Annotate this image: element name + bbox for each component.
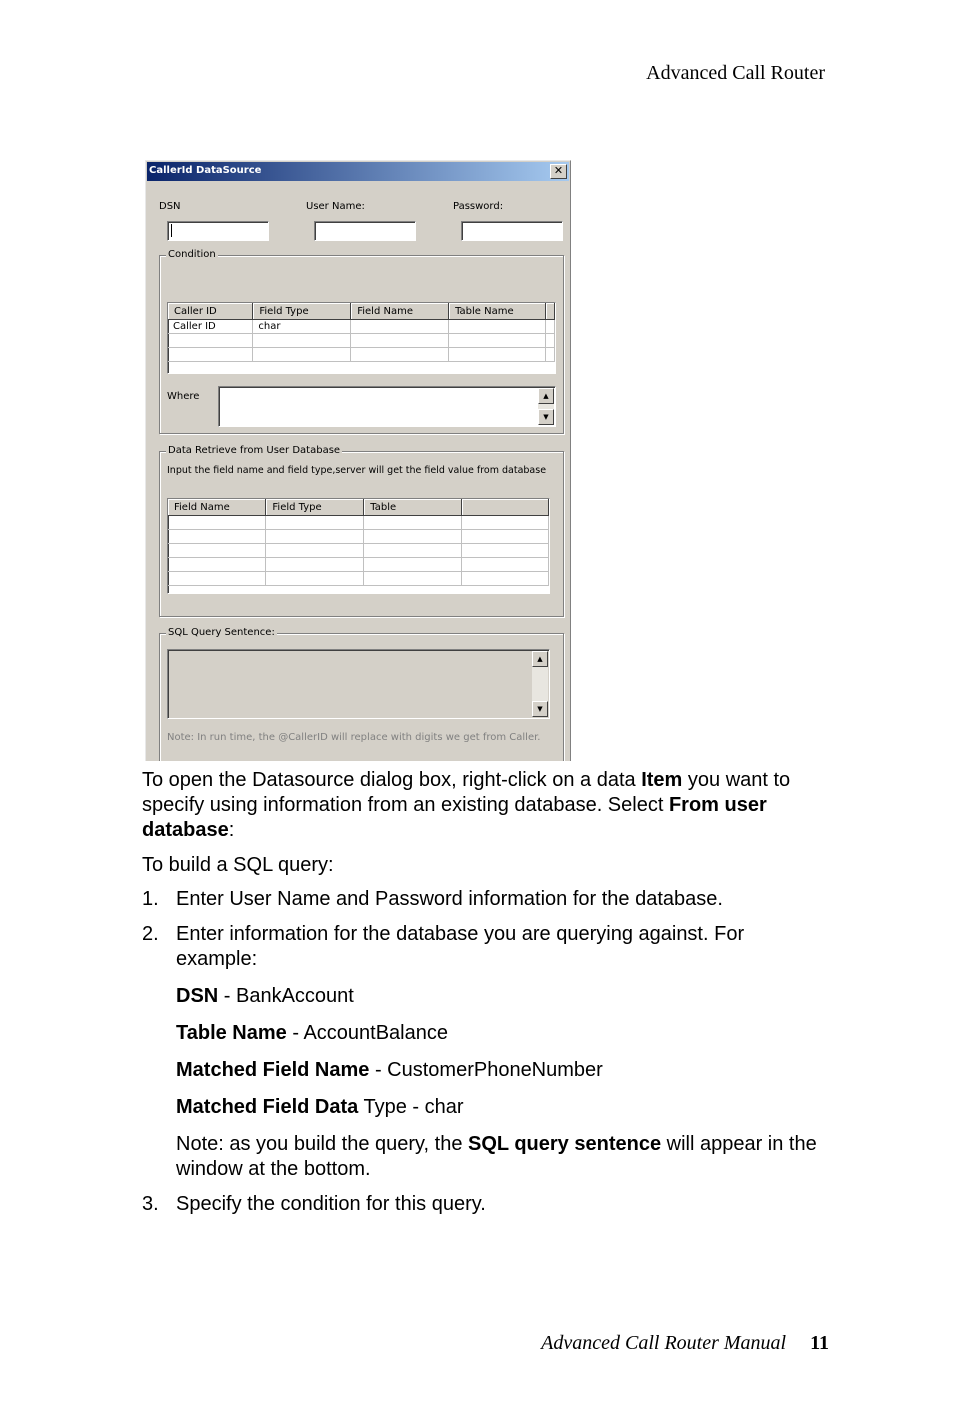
text-caret	[171, 224, 172, 237]
grid-cell[interactable]	[364, 516, 462, 530]
grid-cell[interactable]	[168, 530, 266, 544]
grid-cell[interactable]	[364, 558, 462, 572]
page-number: 11	[810, 1332, 829, 1354]
grid-cell[interactable]	[449, 320, 546, 334]
bold-term: Table Name	[176, 1022, 287, 1044]
table-row[interactable]	[168, 320, 555, 334]
grid-cell	[545, 334, 554, 348]
bold-term: SQL query sentence	[468, 1133, 662, 1155]
running-header: Advanced Call Router	[646, 62, 825, 84]
scroll-up-icon[interactable]: ▲	[538, 388, 554, 404]
scroll-down-icon[interactable]: ▼	[532, 701, 548, 717]
step-1-text: Enter User Name and Password information for the database.	[176, 888, 723, 910]
step-number: 1.	[142, 888, 159, 910]
data-retrieve-grid[interactable]	[167, 498, 550, 594]
grid-cell[interactable]	[266, 544, 364, 558]
where-label: Where	[167, 391, 200, 402]
username-label: User Name:	[306, 201, 365, 212]
grid-cell[interactable]	[364, 544, 462, 558]
text-run: window at the bottom.	[176, 1158, 371, 1180]
close-icon[interactable]: ✕	[550, 164, 567, 179]
grid-cell[interactable]	[266, 558, 364, 572]
password-input[interactable]	[461, 221, 563, 241]
grid-cell[interactable]	[351, 334, 449, 348]
text-run: you want to	[682, 769, 791, 791]
username-input[interactable]	[314, 221, 416, 241]
scroll-down-icon[interactable]: ▼	[538, 409, 554, 425]
grid-cell[interactable]	[449, 348, 546, 362]
text-run: will appear in the	[661, 1133, 817, 1155]
bold-term: Matched Field Name	[176, 1059, 370, 1081]
example-field-type	[176, 1095, 464, 1120]
condition-group	[159, 249, 564, 434]
build-query-lead: To build a SQL query:	[142, 854, 334, 876]
callerid-datasource-dialog	[145, 160, 571, 761]
column-header[interactable]: Table Name	[449, 303, 546, 320]
bold-term: database	[142, 819, 229, 841]
step-3-text: Specify the condition for this query.	[176, 1193, 486, 1215]
sql-query-group-title: SQL Query Sentence:	[168, 627, 275, 638]
table-row[interactable]	[168, 348, 555, 362]
data-retrieve-grid-header	[168, 499, 549, 516]
grid-cell[interactable]	[462, 558, 549, 572]
column-header[interactable]: Field Type	[266, 499, 364, 516]
grid-cell[interactable]	[168, 348, 253, 362]
text-run: To open the Datasource dialog box, right-click on a data	[142, 769, 642, 791]
scroll-up-icon[interactable]: ▲	[532, 651, 548, 667]
note-paragraph	[176, 1132, 846, 1182]
manual-title: Advanced Call Router Manual	[541, 1332, 787, 1354]
text-run: Enter information for the database you are querying against. For	[176, 923, 745, 945]
grid-cell[interactable]	[168, 544, 266, 558]
grid-cell[interactable]	[168, 558, 266, 572]
grid-cell[interactable]	[266, 530, 364, 544]
table-row[interactable]	[168, 530, 549, 544]
example-table-name	[176, 1021, 448, 1046]
grid-cell[interactable]: Caller ID	[168, 320, 253, 334]
sql-query-textarea[interactable]	[167, 649, 550, 719]
grid-cell[interactable]	[462, 572, 549, 586]
table-row[interactable]	[168, 572, 549, 586]
bold-term: From user	[668, 794, 767, 816]
grid-cell[interactable]	[364, 572, 462, 586]
condition-grid[interactable]	[167, 302, 556, 374]
column-header[interactable]: Field Name	[351, 303, 449, 320]
grid-cell[interactable]	[364, 530, 462, 544]
step-2-text	[176, 922, 836, 972]
column-header[interactable]: Field Type	[253, 303, 351, 320]
dialog-title: CallerId DataSource	[149, 165, 262, 176]
text-run: Note: as you build the query, the	[176, 1133, 469, 1155]
dialog-titlebar	[147, 162, 569, 181]
column-header[interactable]	[462, 499, 549, 516]
column-header-filler	[545, 303, 554, 320]
sql-query-group	[159, 627, 564, 761]
where-scrollbar[interactable]	[538, 388, 554, 425]
text-run: - AccountBalance	[286, 1022, 448, 1044]
grid-cell[interactable]	[253, 334, 351, 348]
text-run: example:	[176, 948, 258, 970]
data-retrieve-hint: Input the field name and field type,server will get the field value from database	[167, 465, 547, 476]
condition-group-title: Condition	[168, 249, 216, 260]
text-run: specify using information from an existing database. Select	[142, 794, 669, 816]
bold-term: Item	[641, 769, 683, 791]
column-header[interactable]: Table	[364, 499, 462, 516]
table-row[interactable]	[168, 558, 549, 572]
text-run: - BankAccount	[218, 985, 354, 1007]
bold-term: Matched Field Data	[176, 1096, 359, 1118]
dsn-label: DSN	[159, 201, 181, 212]
grid-cell[interactable]	[168, 516, 266, 530]
data-retrieve-group	[159, 445, 564, 617]
bold-term: DSN	[176, 985, 219, 1007]
sql-scrollbar[interactable]	[532, 651, 548, 717]
grid-cell[interactable]	[351, 348, 449, 362]
grid-cell	[545, 348, 554, 362]
grid-cell[interactable]	[462, 544, 549, 558]
grid-cell[interactable]	[449, 334, 546, 348]
grid-cell[interactable]	[266, 572, 364, 586]
table-row[interactable]	[168, 334, 555, 348]
data-retrieve-group-title: Data Retrieve from User Database	[168, 445, 341, 456]
column-header[interactable]: Caller ID	[168, 303, 253, 320]
password-label: Password:	[453, 201, 504, 212]
example-dsn	[176, 984, 354, 1009]
table-row[interactable]	[168, 516, 549, 530]
grid-cell[interactable]	[462, 516, 549, 530]
grid-cell[interactable]	[253, 348, 351, 362]
grid-cell[interactable]	[351, 320, 449, 334]
grid-cell[interactable]: char	[253, 320, 351, 334]
column-header[interactable]: Field Name	[168, 499, 266, 516]
text-run: :	[228, 819, 235, 841]
grid-cell[interactable]	[168, 572, 266, 586]
example-field-name	[176, 1058, 603, 1083]
condition-grid-header	[168, 303, 555, 320]
where-input[interactable]	[218, 386, 556, 427]
grid-cell[interactable]	[168, 334, 253, 348]
table-row[interactable]	[168, 544, 549, 558]
sql-note: Note: In run time, the @CallerID will replace with digits we get from Caller.	[167, 732, 541, 743]
text-run: Type - char	[358, 1096, 464, 1118]
step-number: 2.	[142, 923, 159, 945]
page-footer	[541, 1332, 829, 1355]
intro-paragraph	[142, 768, 842, 843]
step-number: 3.	[142, 1193, 159, 1215]
dsn-input[interactable]	[167, 221, 269, 241]
grid-cell[interactable]	[462, 530, 549, 544]
grid-cell	[545, 320, 554, 334]
text-run: - CustomerPhoneNumber	[369, 1059, 603, 1081]
grid-cell[interactable]	[266, 516, 364, 530]
